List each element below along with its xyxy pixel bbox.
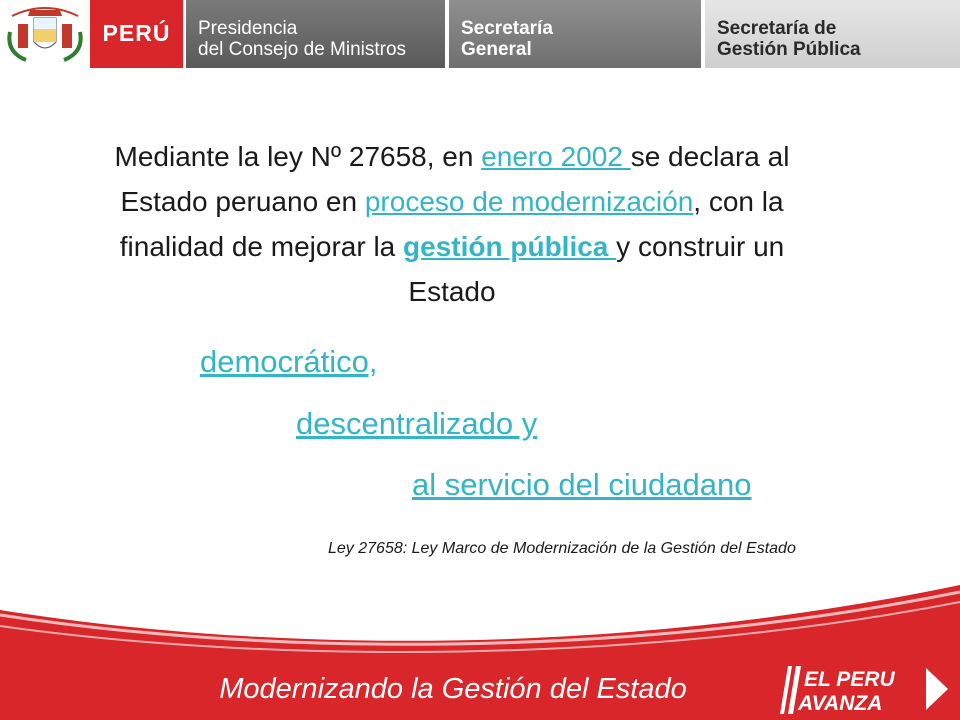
link-proceso-modernizacion[interactable]: proceso de modernización [364, 186, 694, 217]
link-gestion-publica[interactable]: gestión pública [403, 231, 617, 262]
badge-line2: AVANZA [798, 692, 883, 715]
body-text: se declara al Estado peruano en [120, 141, 790, 217]
header-segment-gestion-publica [705, 0, 960, 68]
country-label: PERÚ [102, 20, 171, 46]
link-democratico[interactable]: democrático, [200, 344, 378, 379]
badge-line1: EL PERU [804, 668, 895, 691]
header-segment-presidencia [186, 0, 445, 68]
intro-paragraph [92, 134, 812, 314]
segment-line: General [461, 39, 532, 60]
peru-brand-block [90, 0, 183, 68]
el-peru-avanza-logo [778, 660, 948, 718]
segment-line: Gestión Pública [717, 39, 861, 60]
body-text: , con la finalidad de mejorar la [119, 186, 784, 262]
link-enero-2002[interactable]: enero 2002 [481, 141, 631, 172]
header-segment-secretaria-general [449, 0, 701, 68]
link-descentralizado[interactable]: descentralizado y [296, 406, 538, 441]
link-servicio-ciudadano[interactable]: al servicio del ciudadano [412, 467, 752, 502]
segment-line: Presidencia [198, 18, 298, 39]
body-text: Mediante la ley Nº 27658, en [114, 141, 482, 172]
header-bar [0, 0, 960, 68]
body-text: y construir un Estado [408, 231, 785, 307]
footer-slogan: Modernizando la Gestión del Estado [219, 673, 687, 705]
segment-line: Secretaría [461, 18, 553, 39]
segment-line: Secretaría de [717, 18, 837, 39]
segment-line: del Consejo de Ministros [198, 39, 407, 60]
law-reference: Ley 27658: Ley Marco de Modernización de la Gestión del Estado [328, 540, 796, 557]
coat-of-arms-icon [4, 2, 86, 66]
